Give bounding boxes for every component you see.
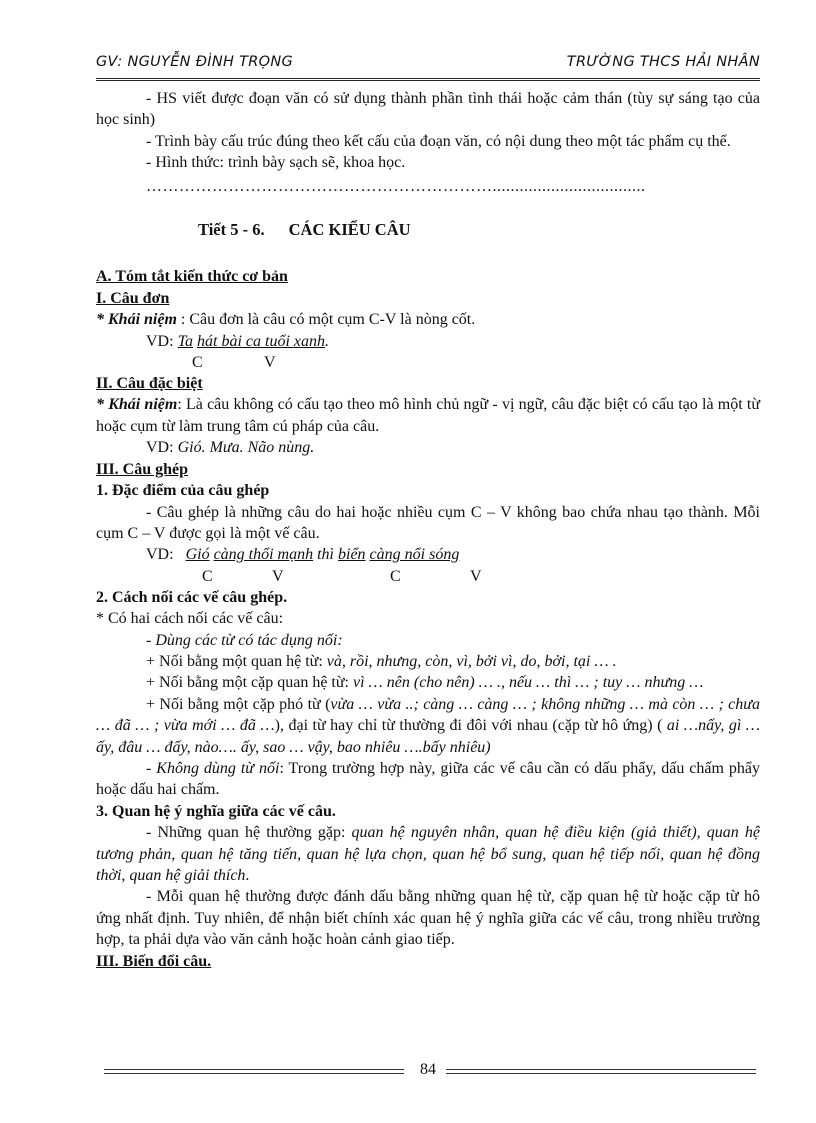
section-2-heading: II. Câu đặc biệt (96, 375, 203, 393)
lesson-name: CÁC KIỂU CÂU (288, 220, 411, 240)
section-1-concept: * Khái niệm : Câu đơn là câu có một cụm C-V là nòng cốt. (96, 311, 476, 329)
section-3-heading: III. Câu ghép (96, 460, 189, 478)
section-1-cv-markers (96, 352, 760, 373)
subject-marker: C (202, 567, 213, 585)
section-2-example: VD: Gió. Mưa. Não nùng. (146, 439, 315, 457)
subject-marker: C (192, 354, 203, 372)
paired-connector-item: + Nối bằng một cặp quan hệ từ: vì … nên (cho nên) … ., nếu … thì … ; tuy … nhưng … (146, 674, 704, 692)
compound-definition: - Câu ghép là những câu do hai hoặc nhiều cụm C – V không bao chứa nhau tạo thành. Mỗi cụm C – V được gọi là một vế câu. (96, 503, 760, 542)
page-number: 84 (420, 1061, 436, 1078)
subject-marker: C (390, 567, 401, 585)
intro-line-3: - Hình thức: trình bày sạch sẽ, khoa học. (146, 154, 406, 172)
subsection-1-heading: 1. Đặc điểm của câu ghép (96, 482, 270, 500)
school-name: TRƯỜNG THCS HẢI NHÂN (566, 54, 760, 70)
section-1-example: VD: Ta hát bài ca tuổi xanh. (146, 332, 329, 350)
subsection-2-heading: 2. Cách nối các vế câu ghép. (96, 588, 288, 606)
page-footer (96, 1062, 760, 1080)
single-connector-item: + Nối bằng một quan hệ từ: và, rồi, nhưng, còn, vì, bởi vì, do, bởi, tại … . (146, 652, 617, 670)
intro-line-2: - Trình bày cấu trúc đúng theo kết cấu của đoạn văn, có nội dung theo một tác phẩm cụ thể. (146, 132, 731, 150)
section-1-heading: I. Câu đơn (96, 289, 170, 307)
relations-marking-item: - Mỗi quan hệ thường được đánh dấu bằng những quan hệ từ, cặp quan hệ từ hoặc cặp từ hô ứng nhất định. Tuy nhiên, để nhận biết chính xác quan hệ ý nghĩa giữa các vế câu, trong nhiều trường hợp, ta phải dựa vào văn cảnh hoặc hoàn cảnh giao tiếp. (96, 888, 760, 949)
predicate-marker: V (470, 567, 482, 585)
dotted-separator: ……………………………………………………….................................. (146, 177, 646, 195)
section-2-concept: * Khái niệm: Là câu không có cấu tạo theo mô hình chủ ngữ - vị ngữ, câu đặc biệt có cấu tạo là một từ hoặc cụm từ làm trung tâm cú pháp của câu. (96, 396, 760, 435)
section-3-cv-markers (96, 566, 760, 587)
adverb-pair-item: + Nối bằng một cặp phó từ (vừa … vừa ..; càng … càng … ; không những … mà còn … ; chưa … đã … ; vừa mới … đã …), đại từ hay chỉ từ thường đi đôi với nhau (cặp từ hô ứng) ( ai …nấy, gì … ấy, đâu … đấy, nào…. ấy, sao … vậy, bao nhiêu ….bấy nhiêu) (96, 695, 760, 756)
section-3-example: VD: Gió càng thổi mạnh thì biển càng nổi sóng (146, 546, 460, 564)
intro-line-1: - HS viết được đoạn văn có sử dụng thành phần tình thái hoặc cảm thán (tùy sự sáng tạo của học sinh) (96, 90, 760, 129)
document-body (96, 88, 760, 972)
section-4-heading: III. Biến đổi câu. (96, 952, 212, 970)
connection-intro: * Có hai cách nối các vế câu: (96, 610, 284, 628)
page-header (96, 52, 760, 81)
teacher-name: GV: NGUYỄN ĐÌNH TRỌNG (96, 54, 294, 70)
subsection-3-heading: 3. Quan hệ ý nghĩa giữa các vế câu. (96, 802, 336, 820)
connector-words-item: - Dùng các từ có tác dụng nối: (146, 631, 343, 649)
predicate-marker: V (264, 354, 276, 372)
lesson-title (198, 219, 760, 240)
part-a-heading: A. Tóm tắt kiến thức cơ bản (96, 268, 288, 286)
relations-item: - Những quan hệ thường gặp: quan hệ nguyên nhân, quan hệ điều kiện (giả thiết), quan hệ tương phản, quan hệ tăng tiến, quan hệ lựa chọn, quan hệ bổ sung, quan hệ tiếp nối, quan hệ đồng thời, quan hệ giải thích. (96, 824, 760, 884)
lesson-number: Tiết 5 - 6. (198, 220, 265, 240)
predicate-marker: V (272, 567, 284, 585)
no-connector-item: - Không dùng từ nối: Trong trường hợp này, giữa các vế câu cần có dấu phẩy, dấu chấm phẩy hoặc dấu hai chấm. (96, 759, 760, 799)
